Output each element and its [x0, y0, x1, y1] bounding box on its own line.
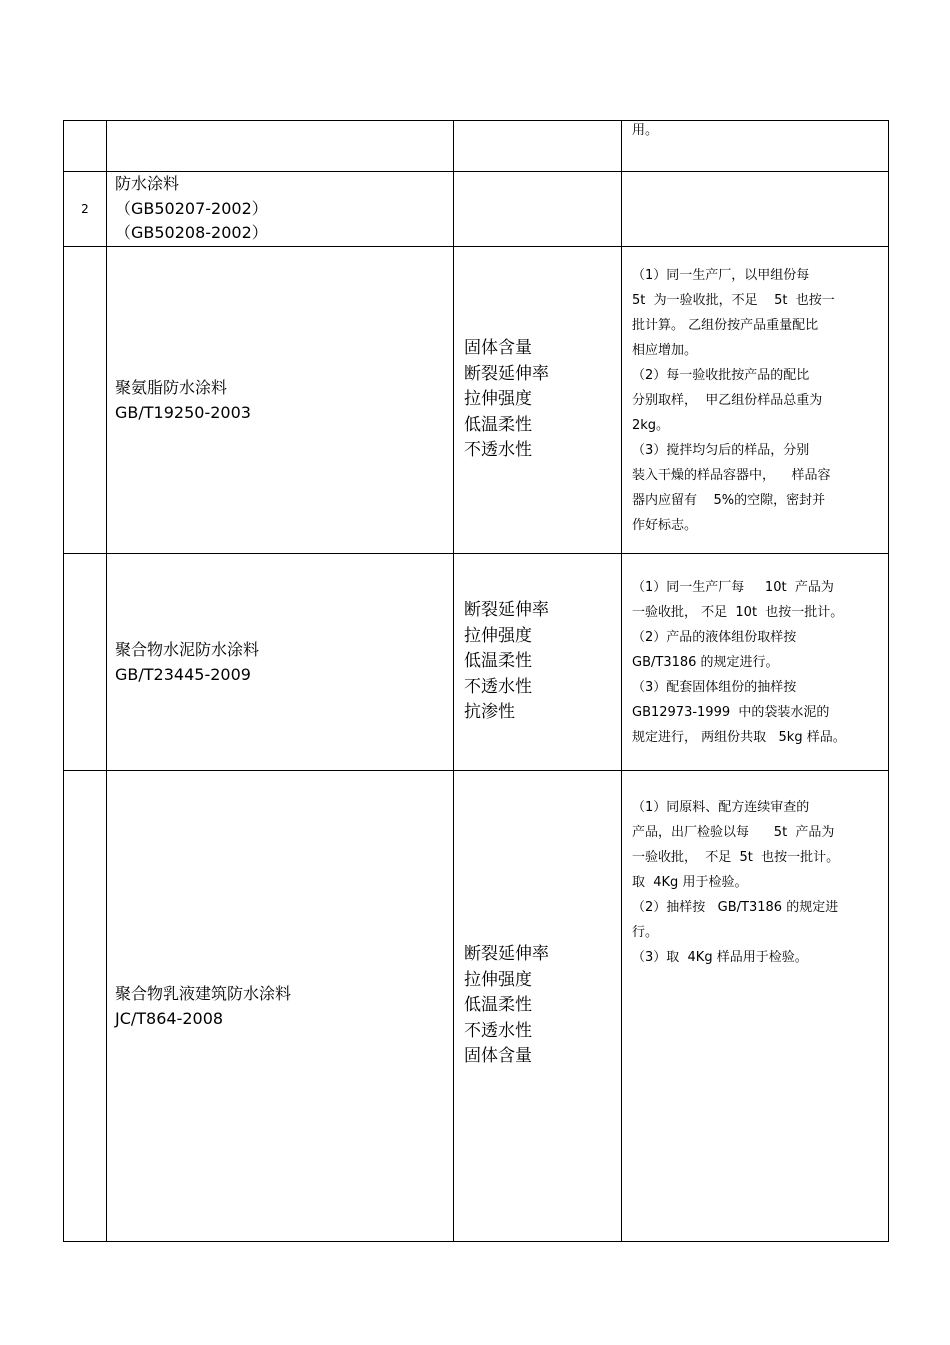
test-item: 不透水性 [464, 676, 532, 697]
material-name-cell [107, 554, 454, 771]
sampling-rule-line: 批计算。 乙组份按产品重量配比 [632, 317, 819, 333]
sampling-rule-line: 行。 [632, 925, 659, 940]
sampling-rules-cell [622, 554, 889, 771]
sampling-rule-line: GB/T3186 的规定进行。 [632, 654, 779, 670]
test-item: 不透水性 [464, 1020, 532, 1041]
test-item: 断裂延伸率 [464, 363, 549, 384]
test-item: 固体含量 [464, 338, 532, 359]
row-number-cell [64, 554, 107, 771]
sampling-rule-line: （2）每一验收批按产品的配比 [632, 367, 810, 383]
test-item: 拉伸强度 [464, 389, 532, 410]
sampling-rules-cell [622, 771, 889, 1242]
test-item: 固体含量 [464, 1046, 532, 1067]
sampling-rule-line: （1）同一生产厂，以甲组份每 [632, 267, 810, 283]
sampling-rules-cell [622, 172, 889, 247]
sampling-rule-line: 器内应留有 5%的空隙，密封并 [632, 492, 826, 508]
sampling-rule-line: 分别取样， 甲乙组份样品总重为 [632, 392, 823, 408]
test-item: 低温柔性 [464, 651, 532, 672]
test-item: 拉伸强度 [464, 625, 532, 646]
sampling-rule-line: （3）取 4Kg 样品用于检验。 [632, 950, 808, 965]
test-item: 低温柔性 [464, 995, 532, 1016]
row-number-cell [64, 121, 107, 172]
sampling-rule-line: 装入干燥的样品容器中， 样品容 [632, 467, 831, 483]
sampling-rule-line: 作好标志。 [632, 517, 698, 533]
material-name-cell [107, 172, 454, 247]
test-item: 低温柔性 [464, 414, 532, 435]
material-name-cell [107, 247, 454, 554]
sampling-rule-line: 2kg。 [632, 417, 670, 433]
sampling-rules-cell [622, 247, 889, 554]
row-number-cell [64, 247, 107, 554]
test-items-cell [454, 172, 622, 247]
sampling-rule-line: 一验收批， 不足 5t 也按一批计。 [632, 850, 840, 865]
sampling-rule-line: （3）搅拌均匀后的样品，分别 [632, 442, 810, 458]
material-standard: GB/T19250-2003 [115, 403, 251, 422]
test-items-cell [454, 121, 622, 172]
sampling-rule-line: （1）同一生产厂每 10t 产品为 [632, 579, 834, 595]
test-item: 拉伸强度 [464, 969, 532, 990]
sampling-rule-line: （2）产品的液体组份取样按 [632, 629, 797, 645]
material-standard: （GB50208-2002） [115, 223, 268, 243]
sampling-rule-line: （1）同原料、配方连续审查的 [632, 800, 810, 815]
sampling-rule-line: 5t 为一验收批，不足 5t 也按一 [632, 292, 835, 308]
sampling-rule-line: （2）抽样按 GB/T3186 的规定进 [632, 900, 839, 915]
test-items-cell [454, 247, 622, 554]
test-item: 抗渗性 [464, 702, 515, 723]
sampling-rule-line: 相应增加。 [632, 342, 698, 358]
sampling-rule-line: GB12973-1999 中的袋装水泥的 [632, 704, 830, 720]
row-number-cell [64, 771, 107, 1242]
sampling-rule-line: （3）配套固体组份的抽样按 [632, 679, 797, 695]
material-name: 聚氨脂防水涂料 [115, 378, 228, 397]
material-standard: GB/T23445-2009 [115, 665, 251, 684]
test-item: 不透水性 [464, 440, 532, 461]
material-name: 聚合物乳液建筑防水涂料 [115, 984, 292, 1003]
table-row [64, 172, 889, 247]
sampling-rule-line: 取 4Kg 用于检验。 [632, 875, 748, 890]
table-row [64, 121, 889, 172]
material-name: 聚合物水泥防水涂料 [115, 640, 260, 659]
row-number-cell: 2 [64, 172, 107, 247]
sampling-rule-line: 产品，出厂检验以每 5t 产品为 [632, 825, 835, 840]
test-item: 断裂延伸率 [464, 944, 549, 965]
sampling-rules-cell [622, 121, 889, 172]
table-row [64, 247, 889, 554]
material-standard: （GB50207-2002） [115, 198, 268, 218]
material-standard: JC/T864-2008 [115, 1009, 224, 1028]
material-name: 防水涂料 [115, 174, 180, 194]
material-name-cell [107, 121, 454, 172]
table-row [64, 554, 889, 771]
sampling-rule-line: 规定进行， 两组份共取 5kg 样品。 [632, 729, 846, 745]
sampling-rule-line: 用。 [632, 123, 659, 138]
test-items-cell [454, 554, 622, 771]
sampling-table [63, 120, 889, 1242]
sampling-rule-line: 一验收批， 不足 10t 也按一批计。 [632, 604, 844, 620]
table-row [64, 771, 889, 1242]
test-item: 断裂延伸率 [464, 600, 549, 621]
test-items-cell [454, 771, 622, 1242]
material-name-cell [107, 771, 454, 1242]
